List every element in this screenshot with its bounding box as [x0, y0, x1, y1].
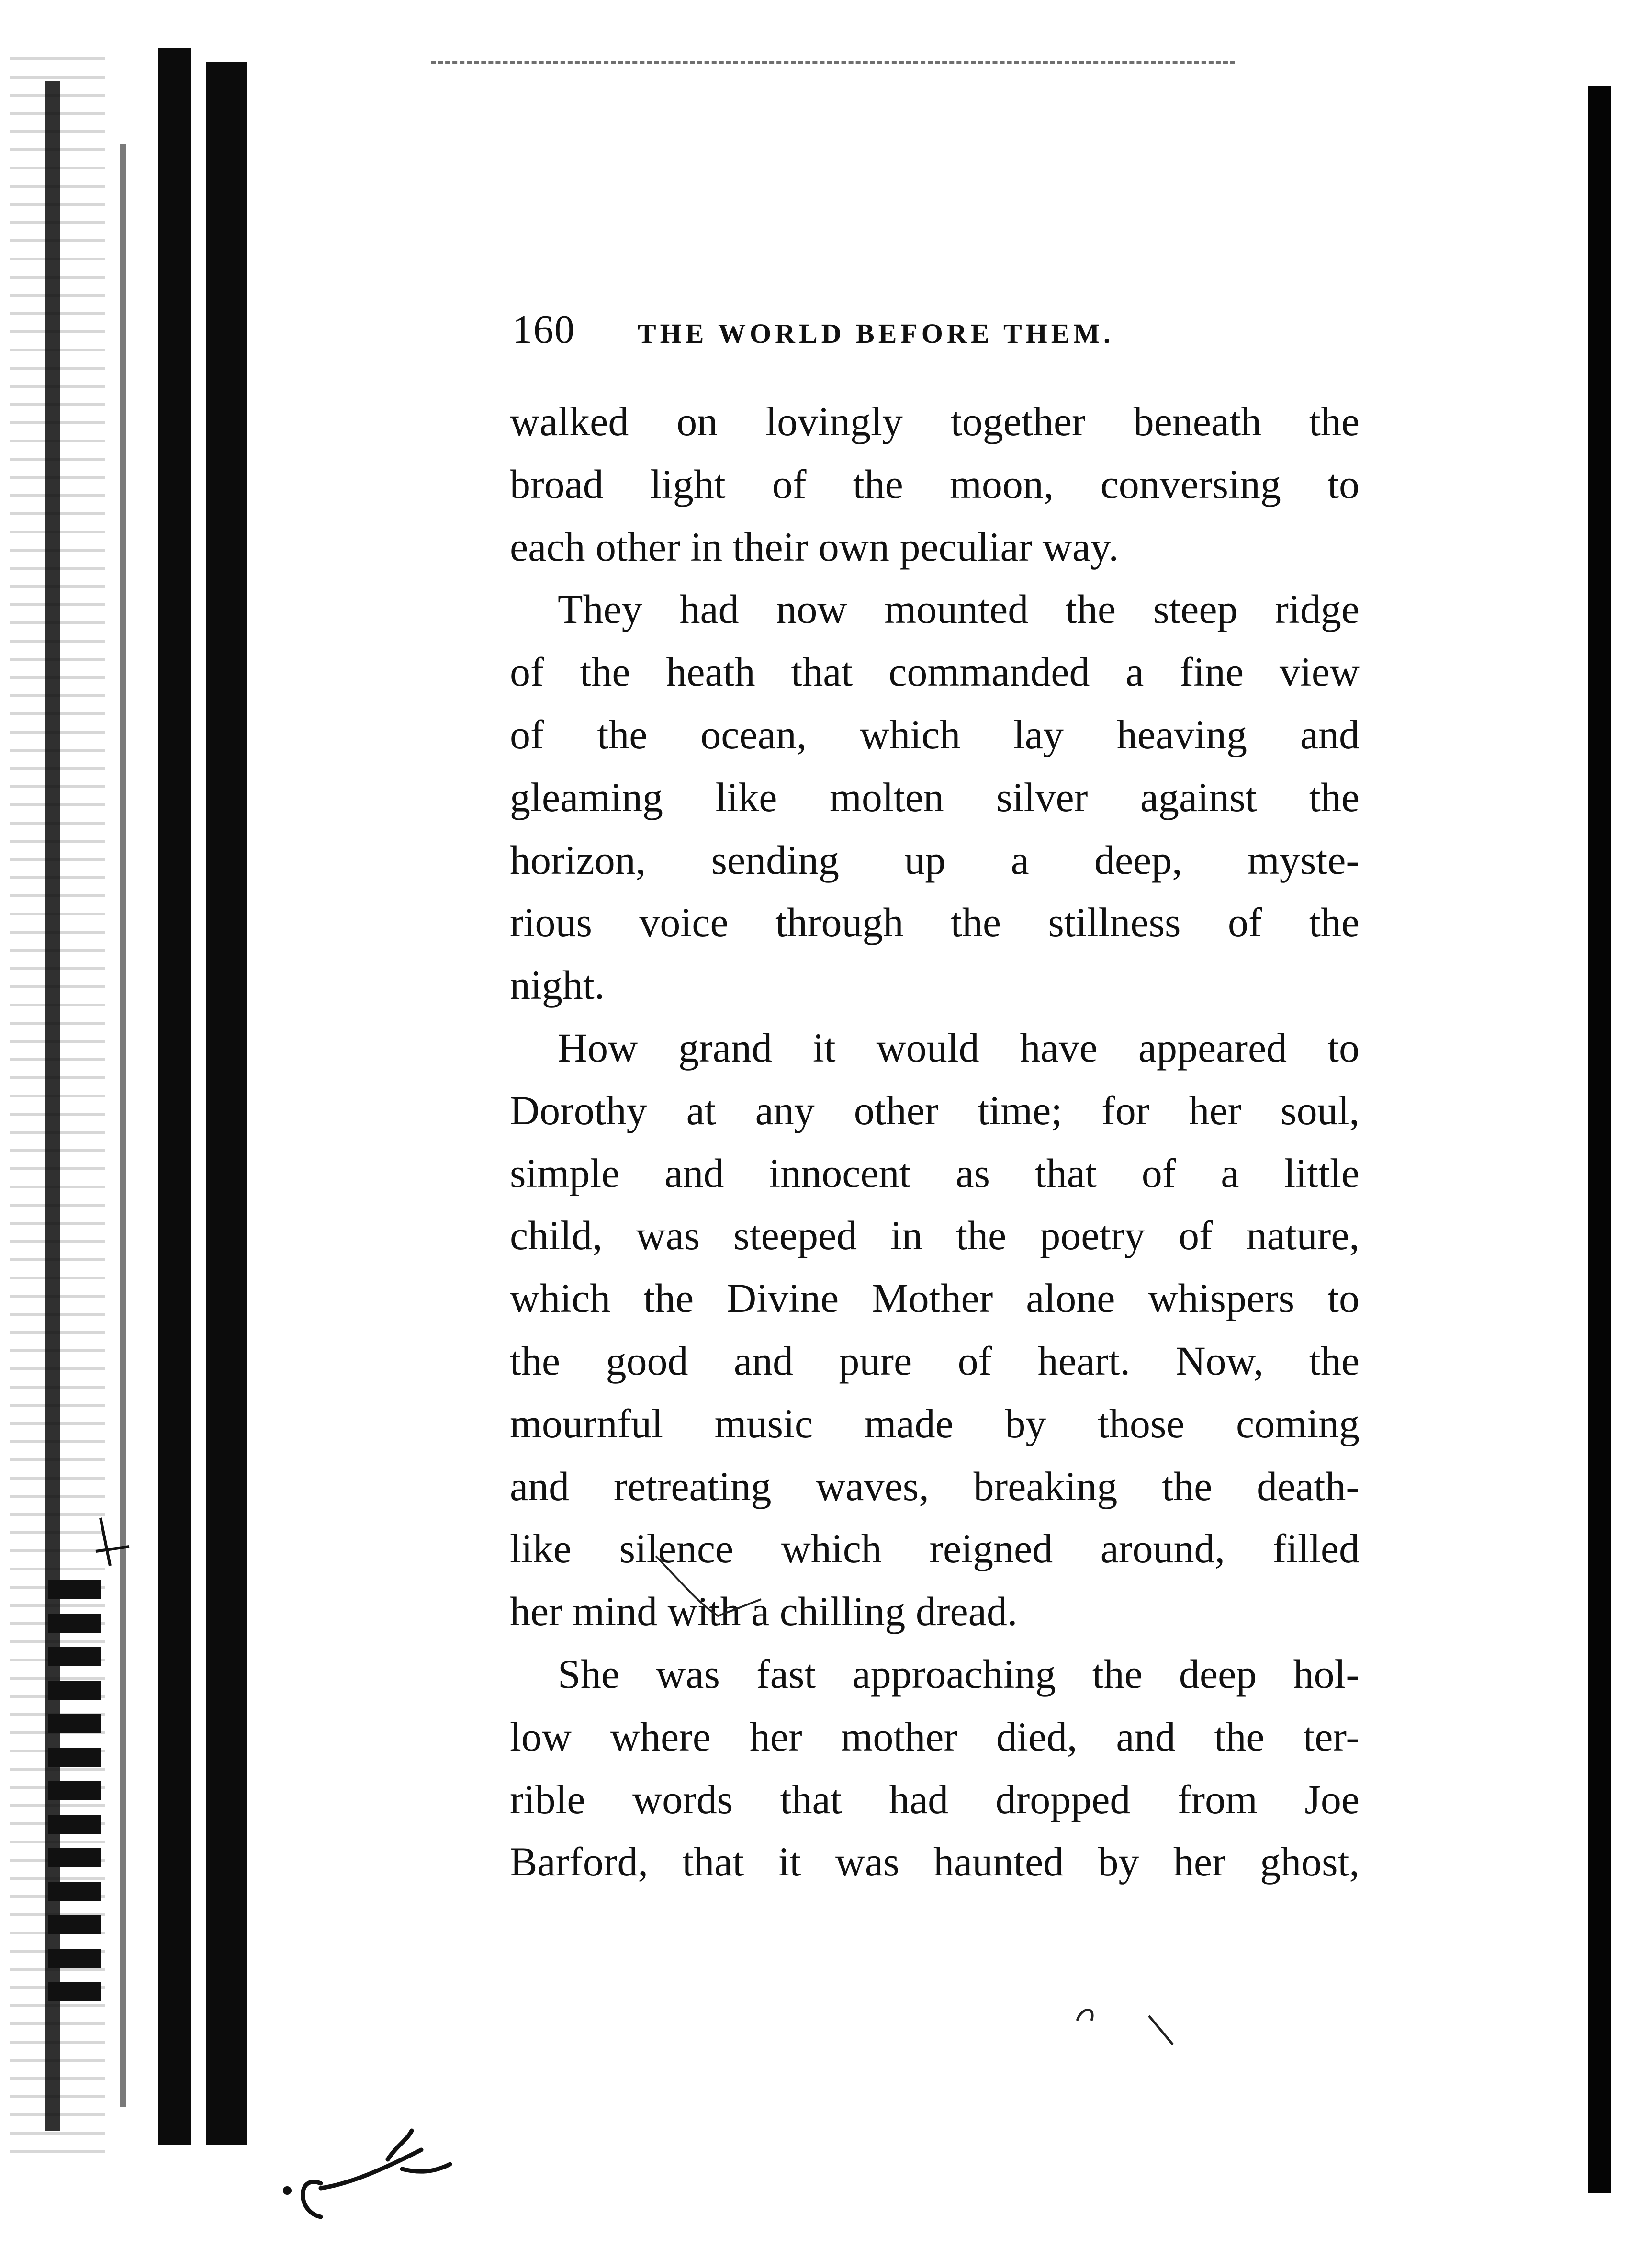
pencil-mark: [1068, 2001, 1182, 2059]
gutter-shadow-bar: [158, 48, 191, 2145]
gutter-ladder-marks: [48, 1580, 101, 2011]
text-line: How grand it would have appeared to: [558, 1024, 1360, 1071]
text-line: of the ocean, which lay heaving and: [510, 711, 1360, 757]
running-head: [512, 306, 1182, 359]
text-line: Dorothy at any other time; for her soul,: [510, 1087, 1360, 1133]
text-line: Barford, that it was haunted by her ghost,: [510, 1839, 1360, 1885]
pencil-mark: [91, 1513, 134, 1570]
text-line: She was fast approaching the deep hol-: [558, 1650, 1360, 1697]
gutter-shadow-bar: [120, 144, 126, 2107]
body-text: [510, 390, 1360, 1893]
text-line: and retreating waves, breaking the death-: [510, 1463, 1360, 1509]
text-line: like silence which reigned around, filled: [510, 1525, 1360, 1572]
text-line: child, was steeped in the poetry of nature,: [510, 1212, 1360, 1259]
pencil-mark: [646, 1547, 771, 1623]
text-line: rible words that had dropped from Joe: [510, 1776, 1360, 1822]
text-line: gleaming like molten silver against the: [510, 774, 1360, 820]
text-line: They had now mounted the steep ridge: [558, 586, 1360, 633]
text-line: rious voice through the stillness of the: [510, 899, 1360, 946]
pencil-scribble: [268, 2088, 469, 2231]
top-dashed-rule: [431, 61, 1235, 64]
text-line: simple and innocent as that of a little: [510, 1150, 1360, 1196]
text-line: each other in their own peculiar way.: [510, 523, 1119, 570]
text-line: walked on lovingly together beneath the: [510, 398, 1360, 444]
running-title: THE WORLD BEFORE THEM.: [638, 318, 1114, 349]
text-line: night.: [510, 962, 605, 1008]
right-edge-shadow-bar: [1588, 86, 1611, 2193]
text-line: her mind with a chilling dread.: [510, 1588, 1018, 1635]
text-line: horizon, sending up a deep, myste-: [510, 836, 1360, 883]
text-line: of the heath that commanded a fine view: [510, 649, 1360, 695]
text-line: low where her mother died, and the ter-: [510, 1713, 1360, 1760]
text-line: mournful music made by those coming: [510, 1400, 1360, 1446]
gutter-shadow-bar: [206, 62, 247, 2145]
text-line: the good and pure of heart. Now, the: [510, 1337, 1360, 1384]
page-number: 160: [512, 307, 575, 352]
text-line: broad light of the moon, conversing to: [510, 461, 1360, 507]
text-line: which the Divine Mother alone whispers to: [510, 1275, 1360, 1322]
